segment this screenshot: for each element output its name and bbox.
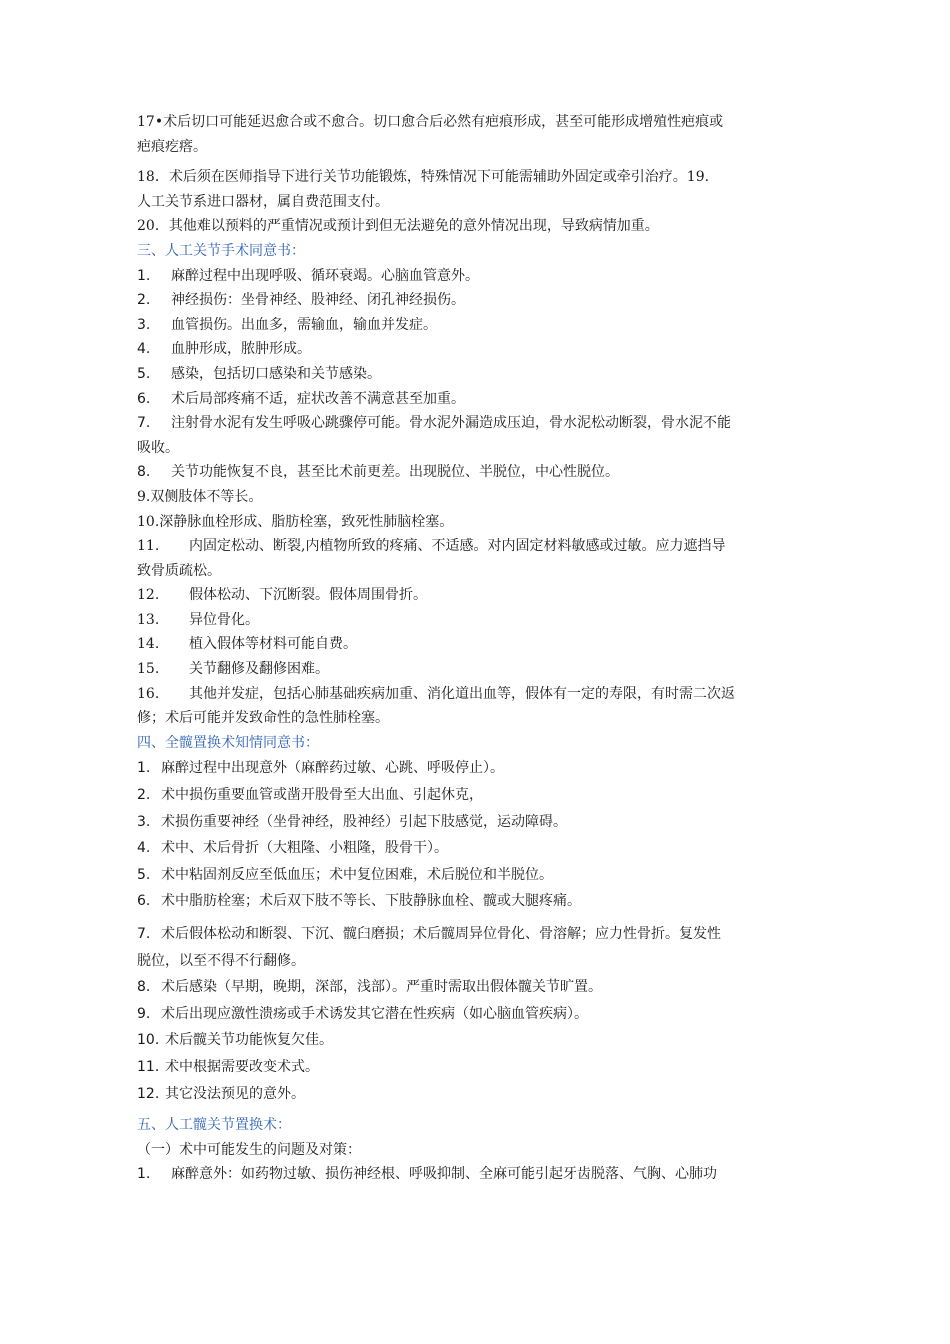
list-item: 9.双侧肢体不等长。 [137, 488, 263, 505]
list-item: 1. 麻醉意外：如药物过敏、损伤神经根、呼吸抑制、全麻可能引起牙齿脱落、气胸、心肺功 [137, 1166, 717, 1183]
list-item: 10.深静脉血栓形成、脂肪栓塞，致死性肺脑栓塞。 [137, 513, 454, 530]
item-20: 20．其他难以预料的严重情况或预计到但无法避免的意外情况出现，导致病情加重。 [137, 218, 659, 235]
list-item: 4. 术中、术后骨折（大粗隆、小粗隆，股骨干）。 [137, 840, 448, 857]
list-item-continuation: 修；术后可能并发致命性的急性肺栓塞。 [137, 710, 389, 727]
document-page [137, 110, 817, 1187]
list-item: 15. 关节翻修及翻修困难。 [137, 661, 329, 678]
list-item: 10. 术后髋关节功能恢复欠佳。 [137, 1032, 333, 1049]
list-item: 2. 术中损伤重要血管或凿开股骨至大出血、引起休克， [137, 787, 483, 804]
list-item: 12. 其它没法预见的意外。 [137, 1085, 305, 1102]
list-item-continuation: 吸收。 [137, 439, 179, 456]
list-item: 7. 注射骨水泥有发生呼吸心跳骤停可能。骨水泥外漏造成压迫，骨水泥松动断裂，骨水泥不能 [137, 415, 731, 432]
list-item: 8. 术后感染（早期，晚期，深部，浅部）。严重时需取出假体髋关节旷置。 [137, 979, 602, 996]
item-17-line2: 疤痕疙瘩。 [137, 138, 207, 155]
item-17-line1: 17•术后切口可能延迟愈合或不愈合。切口愈合后必然有疤痕形成，甚至可能形成增殖性疤痕或 [137, 114, 724, 130]
item-18-line2: 人工关节系进口器材，属自费范围支付。 [137, 193, 389, 210]
list-item: 3. 血管损伤。出血多，需输血，输血并发症。 [137, 316, 437, 333]
list-item: 6. 术后局部疼痛不适，症状改善不满意甚至加重。 [137, 390, 465, 407]
list-item-continuation: 致骨质疏松。 [137, 562, 221, 579]
list-item: 12. 假体松动、下沉断裂。假体周围骨折。 [137, 587, 427, 604]
list-item: 5. 术中粘固剂反应至低血压；术中复位困难，术后脱位和半脱位。 [137, 866, 553, 883]
list-item: 1. 麻醉过程中出现意外（麻醉药过敏、心跳、呼吸停止）。 [137, 760, 504, 777]
list-item: 14. 植入假体等材料可能自费。 [137, 636, 357, 653]
list-item: 6. 术中脂肪栓塞；术后双下肢不等长、下肢静脉血栓、髋或大腿疼痛。 [137, 893, 581, 910]
list-item: 7. 术后假体松动和断裂、下沉、髋臼磨损；术后髋周异位骨化、骨溶解；应力性骨折。复发性 [137, 926, 721, 942]
item-18-line1: 18．术后须在医师指导下进行关节功能锻炼，特殊情况下可能需辅助外固定或牵引治疗。19. [137, 169, 710, 186]
list-item: 2. 神经损伤：坐骨神经、股神经、闭孔神经损伤。 [137, 292, 465, 309]
section-4-heading: 四、全髋置换术知情同意书： [137, 734, 319, 751]
list-item: 4. 血肿形成，脓肿形成。 [137, 341, 311, 358]
list-item: 8. 关节功能恢复不良，甚至比术前更差。出现脱位、半脱位，中心性脱位。 [137, 464, 619, 481]
list-item: 11. 术中根据需要改变术式。 [137, 1058, 319, 1075]
list-item: 13. 异位骨化。 [137, 611, 259, 628]
list-item: 16. 其他并发症，包括心肺基础疾病加重、消化道出血等，假体有一定的寿限，有时需二次返 [137, 685, 735, 702]
section-5-heading: 五、人工髋关节置换术： [137, 1117, 291, 1134]
list-item: 3. 术损伤重要神经（坐骨神经，股神经）引起下肢感觉，运动障碍。 [137, 813, 567, 830]
list-item-continuation: 脱位，以至不得不行翻修。 [137, 952, 305, 969]
list-item: 1. 麻醉过程中出现呼吸、循环衰竭。心脑血管意外。 [137, 267, 479, 284]
subsection-heading: （一）术中可能发生的问题及对策： [137, 1141, 361, 1158]
section-3-heading: 三、人工关节手术同意书： [137, 242, 305, 259]
list-item: 11. 内固定松动、断裂,内植物所致的疼痛、不适感。对内固定材料敏感或过敏。应力遮挡导 [137, 538, 726, 555]
list-item: 5. 感染，包括切口感染和关节感染。 [137, 365, 381, 382]
list-item: 9. 术后出现应激性溃疡或手术诱发其它潜在性疾病（如心脑血管疾病）。 [137, 1005, 588, 1022]
